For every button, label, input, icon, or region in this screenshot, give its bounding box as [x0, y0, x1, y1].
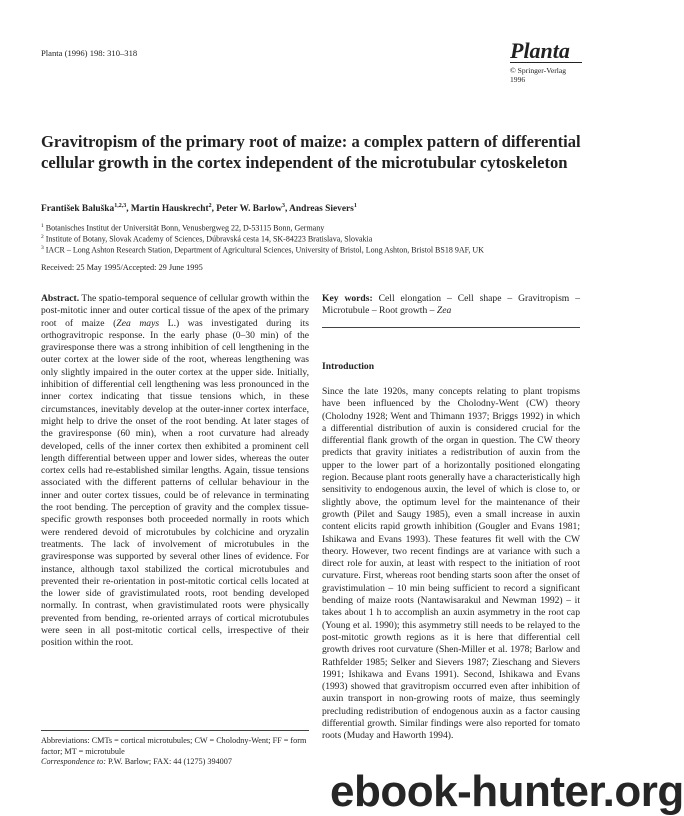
author-name: Andreas Sievers [289, 204, 354, 215]
author-list: František Baluška$^{1,2,3}$, Martin Hauskrecht$^2$, Peter W. Barlow$^3$, Andreas Sievers$^1$ [41, 203, 357, 215]
keyword-genus: Zea [436, 305, 452, 317]
affiliation-text: Institute of Botany, Slovak Academy of Sciences, Dúbravská cesta 14, SK-84223 Bratislava, Slovakia [45, 234, 373, 244]
author-affiliation-marker: 3 [281, 203, 285, 209]
received-accepted-dates: Received: 25 May 1995/Accepted: 29 June 1995 [41, 263, 203, 272]
author-name: František Baluška [41, 204, 115, 215]
affiliation-number: 2 [41, 234, 44, 240]
keywords [322, 293, 580, 318]
affiliation [41, 243, 484, 256]
correspondence [41, 757, 309, 768]
author-affiliation-marker: 2 [208, 203, 212, 209]
affiliation-text: Botanisches Institut der Universität Bonn, Venusbergweg 22, D-53115 Bonn, Germany [45, 223, 325, 233]
abstract-text: The spatio-temporal sequence of cellular growth within the post-mitotic inner and outer cortical tissue of the apex of the primary root of maize ( [41, 293, 309, 329]
keywords-divider [322, 327, 580, 328]
author-affiliation-marker: 1 [353, 203, 357, 209]
introduction-text: Since the late 1920s, many concepts relating to plant tropisms have been influenced by the Cholodny-Went (CW) theory (Cholodny 1928; Went and Thimann 1937; Briggs 1992) in which a differential distribution of auxin is considered crucial for the differential flank growth of the organ in question. The CW theory predicts that gravity initiates a redistribution of auxin from the upper to the lower part of a horizontally positioned elongating region. Because plant roots generally have a characteristically high sensitivity to endogenous auxin, the level of which is close to, or slightly above, the optimum level for the maintenance of their growth (Pilet and Saugy 1985), even a small increase in auxin content elicits rapid growth inhibition (Gougler and Evans 1981; Ishikawa and Evans 1993). These features fit well with the CW theory. However, two recent findings are at variance with such a direct role for auxin, at least with respect to the initiation of root curvature. First, whereas root bending starts soon after the onset of gravistimulation – 10 min being sufficient to record a significant bending of maize roots (Nantawisarakul and Newman 1992) – it takes about 1 h to accomplish an auxin asymmetry in the root cap (Young et al. 1990); this asymmetry still needs to be relayed to the post-mitotic growth regions as it is here that differential cell growth drives root curvature (Shen-Miller et al. 1978; Barlow and Rathfelder 1985; Selker and Sievers 1987; Zieschang and Sievers 1991; Ishikawa and Evans 1991). Second, Ishikawa and Evans (1993) showed that gravitropism occurred even after inhibition of auxin transport in non-growing roots of maize, thus seemingly precluding redistribution of endogenous auxin as a factor causing differential growth. Similar findings were also reported for tomato roots (Muday and Haworth 1994). [322, 386, 580, 742]
abstract [41, 293, 309, 650]
footnote [41, 736, 309, 768]
correspondence-text: P.W. Barlow; FAX: 44 (1275) 394007 [105, 757, 232, 767]
paper-title: Gravitropism of the primary root of maize: a complex pattern of differential cellular growth in the cortex independent of the microtubular cytoskeleton [41, 132, 581, 172]
affiliation-number: 1 [41, 223, 44, 229]
abstract-label: Abstract. [41, 293, 80, 304]
abstract-text: L.) was investigated during its orthogravitropic response. In the early phase (0–30 min) of the graviresponse there was a strong inhibition of cell lengthening in the outer cortex at the lower side of the root, whereas lengthening was only slightly impaired in the outer cortex at the upper side. Initially, inhibition of differential cell lengthening was less pronounced in the inner cortex indicating that tissue tensions which, in these circumstances, inevitably develop at the outer-inner cortex interface, might help to drive the onset of the root bending. At later stages of the graviresponse (60 min), when a root curvature had already developed, cells of the inner cortex then exhibited a prominent cell length differential between upper and lower sides, whereas the outer cortex cells had re-established similar lengths. Again, tissue tensions associated with the different patterns of cellular behaviour in the inner and outer cortex tissues, could be of relevance in terminating the root bending. The perception of gravity and the complex tissue-specific growth responses both proceeded normally in roots which were rendered devoid of microtubules by colchicine and oryzalin treatments. The lack of involvement of microtubules in the graviresponse was supported by several other lines of evidence. For instance, although taxol stabilized the cortical microtubules and prevented their re-orientation in post-mitotic cortical cells located at the lower side of gravistimulated roots, root bending developed normally. In contrast, when gravistimulated roots were physically prevented from bending, re-oriented arrays of cortical microtubules were seen in all post-mitotic cortical cells, irrespective of their position within the root. [41, 317, 309, 649]
keywords-text: Cell elongation – Cell shape – Gravitropism – Microtubule – Root growth – [322, 293, 580, 317]
journal-brand [510, 40, 582, 84]
footnote-divider [41, 730, 309, 731]
affiliation-text: IACR – Long Ashton Research Station, Department of Agricultural Sciences, University of Bristol, Long Ashton, Bristol BS18 9AF, UK [45, 245, 484, 255]
section-heading-introduction: Introduction [322, 361, 375, 372]
author-affiliation-marker: 1,2,3 [114, 203, 127, 209]
author-name: Martin Hauskrecht [130, 204, 209, 215]
abbreviations: Abbreviations: CMTs = cortical microtubules; CW = Cholodny-Went; FF = form factor; MT = microtubule [41, 736, 307, 756]
species-name: Zea mays [116, 317, 160, 329]
correspondence-label: Correspondence to: [41, 757, 106, 767]
watermark: ebook-hunter.org [330, 767, 684, 816]
affiliation-number: 3 [41, 245, 44, 251]
keywords-label: Key words: [322, 293, 373, 304]
author-name: Peter W. Barlow [216, 204, 282, 215]
journal-citation: Planta (1996) 198: 310–318 [41, 48, 138, 58]
journal-logo: Planta [510, 40, 582, 63]
publisher-copyright: © Springer-Verlag 1996 [510, 66, 567, 84]
